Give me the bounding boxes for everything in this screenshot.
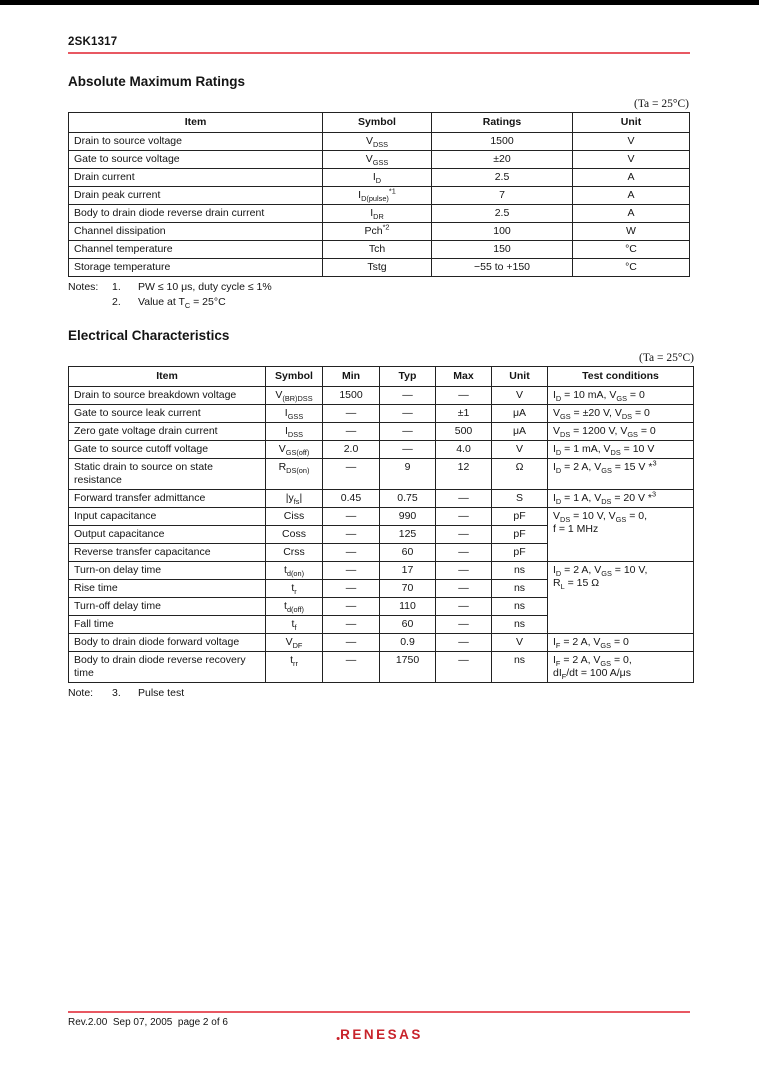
table-cell: 125 — [380, 526, 436, 544]
temp-condition-note: (Ta = 25°C) — [634, 98, 689, 110]
table-cell: 0.9 — [380, 634, 436, 652]
table-cell: — — [380, 423, 436, 441]
table-cell: — — [323, 634, 380, 652]
section-title: Electrical Characteristics — [68, 328, 230, 343]
table-cell: Crss — [266, 544, 323, 562]
table-cell: 2.5 — [432, 169, 573, 187]
table-cell: — — [436, 387, 492, 405]
table-cell: — — [436, 526, 492, 544]
table-row — [69, 387, 694, 405]
electrical-characteristics-table — [68, 366, 694, 683]
table-cell: V — [573, 133, 690, 151]
table-cell: Drain to source voltage — [69, 133, 323, 151]
table-cell: $I_D = 1$ mA, $V_{DS} = 10$ V — [548, 441, 694, 459]
table-cell: $I_{GSS}$ — [266, 405, 323, 423]
table-cell: Zero gate voltage drain current — [69, 423, 266, 441]
table-cell: 990 — [380, 508, 436, 526]
table-cell: ns — [492, 580, 548, 598]
table-row — [69, 652, 694, 683]
table-cell: — — [323, 459, 380, 490]
table-cell: — — [323, 526, 380, 544]
table-cell: 60 — [380, 544, 436, 562]
table-cell: — — [323, 405, 380, 423]
table-cell: — — [436, 634, 492, 652]
table-cell: V — [492, 441, 548, 459]
column-header: Test conditions — [548, 367, 694, 387]
table-cell: Ciss — [266, 508, 323, 526]
table-cell: Channel dissipation — [69, 223, 323, 241]
table-cell: — — [380, 441, 436, 459]
table-cell: Body to drain diode forward voltage — [69, 634, 266, 652]
table-cell: A — [573, 205, 690, 223]
table-cell: Body to drain diode reverse drain current — [69, 205, 323, 223]
note-number: 2. — [112, 296, 121, 308]
table-cell: Body to drain diode reverse recovery time — [69, 652, 266, 683]
table-cell: 100 — [432, 223, 573, 241]
table-cell: $V_{DSS}$ — [323, 133, 432, 151]
table-cell: Reverse transfer capacitance — [69, 544, 266, 562]
header-rule — [68, 52, 690, 54]
table-cell: — — [323, 562, 380, 580]
table-row — [69, 187, 690, 205]
table-cell: — — [436, 544, 492, 562]
column-header: Typ — [380, 367, 436, 387]
table-cell: Storage temperature — [69, 259, 323, 277]
table-cell: $I_F = 2$ A, $V_{GS} = 0$, $dI_F/dt = 100$ A/μs — [548, 652, 694, 683]
absolute-maximum-ratings-table — [68, 112, 690, 277]
table-cell: — — [323, 544, 380, 562]
table-cell: — — [323, 652, 380, 683]
logo-wordmark: RENESAS — [340, 1027, 423, 1042]
table-row — [69, 459, 694, 490]
table-cell: °C — [573, 241, 690, 259]
table-cell: 2.0 — [323, 441, 380, 459]
table-cell: — — [436, 562, 492, 580]
table-cell: $I_D = 10$ mA, $V_{GS} = 0$ — [548, 387, 694, 405]
table-cell: °C — [573, 259, 690, 277]
table-row — [69, 169, 690, 187]
table-cell: — — [436, 598, 492, 616]
table-cell: Tstg — [323, 259, 432, 277]
table-cell: $V_{GS(off)}$ — [266, 441, 323, 459]
table-cell: Drain current — [69, 169, 323, 187]
table-cell: Coss — [266, 526, 323, 544]
table-cell: 0.75 — [380, 490, 436, 508]
table-cell: pF — [492, 526, 548, 544]
table-cell: — — [436, 508, 492, 526]
table-cell: Drain to source breakdown voltage — [69, 387, 266, 405]
table-cell: — — [436, 580, 492, 598]
table-row — [69, 205, 690, 223]
table-cell: V — [573, 151, 690, 169]
table-cell: $V_{(BR)DSS}$ — [266, 387, 323, 405]
table-cell: S — [492, 490, 548, 508]
section-absolute-maximum-ratings — [68, 74, 689, 311]
table-cell: A — [573, 169, 690, 187]
table-row — [69, 441, 694, 459]
table-cell: A — [573, 187, 690, 205]
column-header: Unit — [573, 113, 690, 133]
table-cell: 1750 — [380, 652, 436, 683]
table-cell: 12 — [436, 459, 492, 490]
table-cell: 7 — [432, 187, 573, 205]
table-cell: Input capacitance — [69, 508, 266, 526]
column-header: Max — [436, 367, 492, 387]
column-header: Symbol — [323, 113, 432, 133]
table-cell: ns — [492, 562, 548, 580]
note-number: 1. — [112, 281, 121, 293]
table-row — [69, 634, 694, 652]
table-cell: Turn-off delay time — [69, 598, 266, 616]
table-cell: $I_D = 2$ A, $V_{GS} = 15$ V *$^3$ — [548, 459, 694, 490]
table-cell: Rise time — [69, 580, 266, 598]
table-cell: $V_{DF}$ — [266, 634, 323, 652]
table-cell: $I_{DR}$ — [323, 205, 432, 223]
table-cell: — — [323, 508, 380, 526]
table-cell: 17 — [380, 562, 436, 580]
table-cell: $I_{DSS}$ — [266, 423, 323, 441]
table-cell: — — [323, 580, 380, 598]
table-cell: $V_{DS} = 10$ V, $V_{GS} = 0$, f = 1 MHz — [548, 508, 694, 562]
table-cell: $I_F = 2$ A, $V_{GS} = 0$ — [548, 634, 694, 652]
table-row — [69, 133, 690, 151]
notes-label: Notes: — [68, 281, 99, 293]
table-cell: $V_{DS} = 1200$ V, $V_{GS} = 0$ — [548, 423, 694, 441]
table-cell: $R_{DS(on)}$ — [266, 459, 323, 490]
table-cell: 60 — [380, 616, 436, 634]
ec-notes — [68, 687, 694, 699]
table-cell: — — [380, 387, 436, 405]
table-row — [69, 490, 694, 508]
table-cell: Gate to source leak current — [69, 405, 266, 423]
table-cell: 4.0 — [436, 441, 492, 459]
table-cell: Fall time — [69, 616, 266, 634]
table-cell: ±1 — [436, 405, 492, 423]
table-cell: $I_D = 1$ A, $V_{DS} = 20$ V *$^3$ — [548, 490, 694, 508]
table-row — [69, 223, 690, 241]
table-cell: ns — [492, 652, 548, 683]
table-cell: Pch$^{*2}$ — [323, 223, 432, 241]
column-header: Symbol — [266, 367, 323, 387]
table-row — [69, 405, 694, 423]
column-header: Min — [323, 367, 380, 387]
table-cell: Channel temperature — [69, 241, 323, 259]
table-cell: $V_{GSS}$ — [323, 151, 432, 169]
table-cell: ns — [492, 598, 548, 616]
table-cell: Gate to source voltage — [69, 151, 323, 169]
footer-revision-text: Rev.2.00 Sep 07, 2005 page 2 of 6 — [68, 1017, 228, 1028]
table-row — [69, 562, 694, 580]
table-cell: pF — [492, 508, 548, 526]
top-black-bar — [0, 0, 759, 5]
note-number: 3. — [112, 687, 121, 699]
table-cell: $t_f$ — [266, 616, 323, 634]
table-cell: −55 to +150 — [432, 259, 573, 277]
column-header: Unit — [492, 367, 548, 387]
table-row — [69, 508, 694, 526]
section-title: Absolute Maximum Ratings — [68, 74, 246, 89]
table-cell: μA — [492, 405, 548, 423]
table-row — [69, 151, 690, 169]
table-cell: Output capacitance — [69, 526, 266, 544]
table-cell: $I_D$ — [323, 169, 432, 187]
table-cell: pF — [492, 544, 548, 562]
table-cell: — — [323, 423, 380, 441]
column-header: Item — [69, 367, 266, 387]
table-cell: Gate to source cutoff voltage — [69, 441, 266, 459]
table-row — [69, 241, 690, 259]
note-text: PW ≤ 10 μs, duty cycle ≤ 1% — [138, 281, 272, 293]
table-cell: V — [492, 387, 548, 405]
table-cell: 2.5 — [432, 205, 573, 223]
table-cell: 70 — [380, 580, 436, 598]
table-cell: — — [436, 616, 492, 634]
table-cell: — — [323, 616, 380, 634]
renesas-logo — [336, 1027, 423, 1042]
temp-condition-note: (Ta = 25°C) — [639, 352, 694, 364]
table-cell: 110 — [380, 598, 436, 616]
table-cell: $t_r$ — [266, 580, 323, 598]
table-cell: Forward transfer admittance — [69, 490, 266, 508]
table-cell: ns — [492, 616, 548, 634]
table-cell: Static drain to source on state resistance — [69, 459, 266, 490]
table-row — [69, 423, 694, 441]
table-cell: Ω — [492, 459, 548, 490]
amr-notes — [68, 281, 689, 311]
note-text: Value at $T_C = 25^\circ C$ — [138, 296, 226, 311]
table-cell: Turn-on delay time — [69, 562, 266, 580]
doc-number: 2SK1317 — [68, 36, 118, 48]
footer-rule — [68, 1011, 690, 1013]
table-cell: — — [436, 652, 492, 683]
table-cell: — — [323, 598, 380, 616]
table-cell: 1500 — [432, 133, 573, 151]
column-header: Item — [69, 113, 323, 133]
logo-dot-icon — [336, 1037, 339, 1040]
table-cell: ±20 — [432, 151, 573, 169]
column-header: Ratings — [432, 113, 573, 133]
table-cell: 0.45 — [323, 490, 380, 508]
table-cell: 1500 — [323, 387, 380, 405]
table-cell: $t_{d(off)}$ — [266, 598, 323, 616]
table-cell: V — [492, 634, 548, 652]
section-electrical-characteristics — [68, 328, 694, 699]
table-cell: 9 — [380, 459, 436, 490]
note-text: Pulse test — [138, 687, 185, 699]
table-cell: $t_{d(on)}$ — [266, 562, 323, 580]
table-cell: W — [573, 223, 690, 241]
table-cell: Tch — [323, 241, 432, 259]
table-cell: $I_D = 2$ A, $V_{GS} = 10$ V, $R_L = 15$ Ω — [548, 562, 694, 634]
table-cell: Drain peak current — [69, 187, 323, 205]
table-cell: 500 — [436, 423, 492, 441]
table-cell: $I_{D(pulse)}^{*1}$ — [323, 187, 432, 205]
table-cell: — — [380, 405, 436, 423]
table-cell: $t_{rr}$ — [266, 652, 323, 683]
notes-label: Note: — [68, 687, 94, 699]
table-cell: 150 — [432, 241, 573, 259]
table-cell: $|y_{fs}|$ — [266, 490, 323, 508]
table-cell: μA — [492, 423, 548, 441]
table-row — [69, 259, 690, 277]
table-cell: — — [436, 490, 492, 508]
table-cell: $V_{GS} = \pm 20$ V, $V_{DS} = 0$ — [548, 405, 694, 423]
